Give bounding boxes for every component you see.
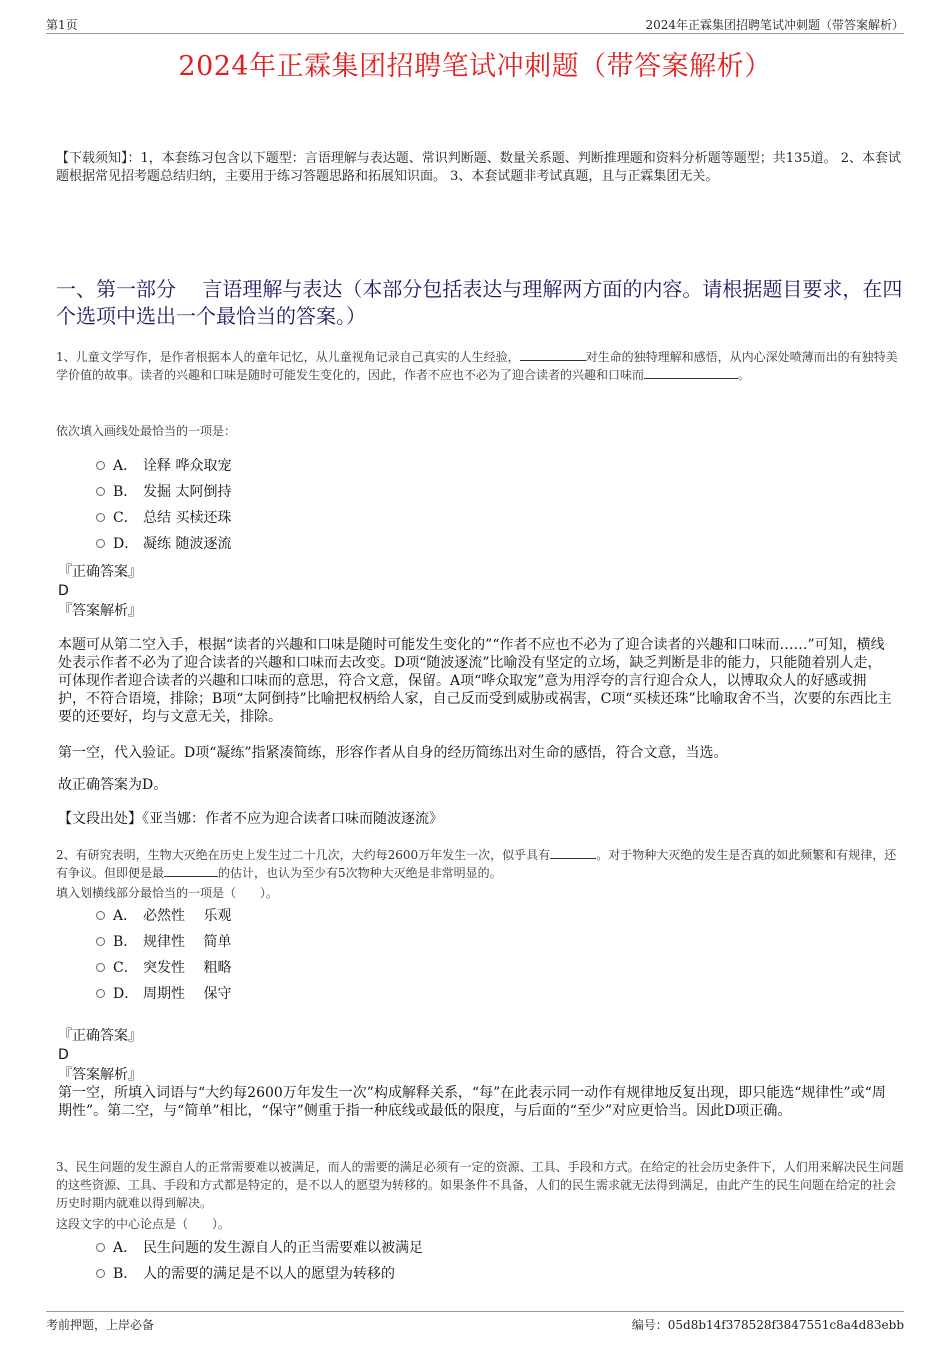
source-citation: 【文段出处】《亚当娜：作者不应为迎合读者口味而随波逐流》 [58,811,443,827]
analysis-paragraph: 第一空，所填入词语与“大约每2600万年发生一次”构成解释关系，“每”在此表示同一动作有规律地反复出现，即只能选“规律性”或“周期性”。第二空，与“简单”相比，“保守”侧重于指一种底线或最低的限度，与后面的“至少”对应更恰当。因此D项正确。 [58,1085,886,1119]
question-1-option-a[interactable]: A． 诠释 哗众取宠 [96,456,231,476]
question-3-option-a[interactable]: A． 民生问题的发生源自人的正当需要难以被满足 [96,1238,423,1258]
answer-label: 『正确答案』 [58,564,142,580]
radio-icon[interactable] [96,487,105,496]
question-2-option-a[interactable]: A． 必然性 乐观 [96,906,231,926]
question-3-text: 3、民生问题的发生源自人的正常需要难以被满足，而人的需要的满足必须有一定的资源、工具、手段和方式。在给定的社会历史条件下，人们用来解决民生问题的这些资源、工具、手段和方式都是特定的，是不以人的愿望为转移的。如果条件不具备，人们的民生需求就无法得到满足，由此产生的民生问题在给定的社会历史时期内就难以得到解决。 [56,1160,904,1210]
page-number: 第1页 [46,18,78,32]
question-1-option-c[interactable]: C． 总结 买椟还珠 [96,508,231,528]
header-doc-title: 2024年正霖集团招聘笔试冲刺题（带答案解析） [645,18,904,32]
analysis-paragraph: 故正确答案为D。 [58,777,168,793]
question-2-option-c[interactable]: C． 突发性 粗略 [96,958,231,978]
analysis-label: 『答案解析』 [58,603,142,619]
question-3-option-b[interactable]: B． 人的需要的满足是不以人的愿望为转移的 [96,1264,395,1284]
radio-icon[interactable] [96,963,105,972]
question-2-prompt: 填入划横线部分最恰当的一项是（ ）。 [56,886,279,900]
section-heading: 一、第一部分 言语理解与表达（本部分包括表达与理解两方面的内容。请根据题目要求，在四个选项中选出一个最恰当的答案。） [56,277,903,328]
question-1-prompt: 依次填入画线处最恰当的一项是： [56,424,237,438]
analysis-label: 『答案解析』 [58,1067,142,1083]
answer-value: D [58,1047,69,1063]
footer-slogan: 考前押题，上岸必备 [46,1318,155,1332]
question-1-text: 1、儿童文学写作，是作者根据本人的童年记忆，从儿童视角记录自己真实的人生经验， 对生命的独特理解和感悟，从内心深处喷薄而出的有独特美学价值的故事。读者的兴趣和口味是随时可能发生变化的，因此，作者不应也不必为了迎合读者的兴趣和口味而 。 [56,350,898,382]
fill-blank [164,864,218,877]
radio-icon[interactable] [96,937,105,946]
question-1-option-b[interactable]: B． 发掘 太阿倒持 [96,482,231,502]
radio-icon[interactable] [96,461,105,470]
radio-icon[interactable] [96,539,105,548]
analysis-paragraph: 本题可从第二空入手，根据“读者的兴趣和口味是随时可能发生变化的”“作者不应也不必为了迎合读者的兴趣和口味而……”可知，横线处表示作者不必为了迎合读者的兴趣和口味而去改变。D项“随波逐流”比喻没有坚定的立场，缺乏判断是非的能力，只能随着别人走，可体现作者迎合读者的兴趣和口味而的意思，符合文意，保留。A项“哗众取宠”意为用浮夸的言行迎合众人，以博取众人的好感或拥护，不符合语境，排除；B项“太阿倒持”比喻把权柄给人家，自己反而受到威胁或祸害，C项“买椟还珠”比喻取舍不当，次要的东西比主要的还要好，均与文意无关，排除。 [58,637,892,725]
radio-icon[interactable] [96,911,105,920]
fill-blank [550,846,596,859]
radio-icon[interactable] [96,1269,105,1278]
answer-label: 『正确答案』 [58,1028,142,1044]
question-2-option-b[interactable]: B． 规律性 简单 [96,932,231,952]
radio-icon[interactable] [96,1243,105,1252]
fill-blank [644,366,738,379]
document-id: 编号：05d8b14f378528f3847551c8a4d83ebb [631,1318,904,1332]
analysis-paragraph: 第一空，代入验证。D项“凝练”指紧凑简练，形容作者从自身的经历简练出对生命的感悟，符合文意，当选。 [58,745,728,761]
question-2-option-d[interactable]: D． 周期性 保守 [96,984,231,1004]
question-1-option-d[interactable]: D． 凝练 随波逐流 [96,534,231,554]
answer-value: D [58,583,69,599]
download-notice: 【下载须知】：1，本套练习包含以下题型：言语理解与表达题、常识判断题、数量关系题、判断推理题和资料分析题等题型；共135道。 2、本套试题根据常见招考题总结归纳，主要用于练习答题思路和拓展知识面。 3、本套试题非考试真题，且与正霖集团无关。 [56,151,901,184]
page-header [46,14,904,34]
fill-blank [520,348,586,361]
question-2-text: 2、有研究表明，生物大灭绝在历史上发生过二十几次，大约每2600万年发生一次，似乎具有 。对于物种大灭绝的发生是否真的如此频繁和有规律，还有争议。但即便是最 的估计，也认为至少有5次物种大灭绝是非常明显的。 [56,848,897,880]
radio-icon[interactable] [96,513,105,522]
page-title: 2024年正霖集团招聘笔试冲刺题（带答案解析） [178,51,772,82]
question-3-prompt: 这段文字的中心论点是（ ）。 [56,1217,231,1231]
radio-icon[interactable] [96,989,105,998]
page-footer [46,1311,904,1332]
